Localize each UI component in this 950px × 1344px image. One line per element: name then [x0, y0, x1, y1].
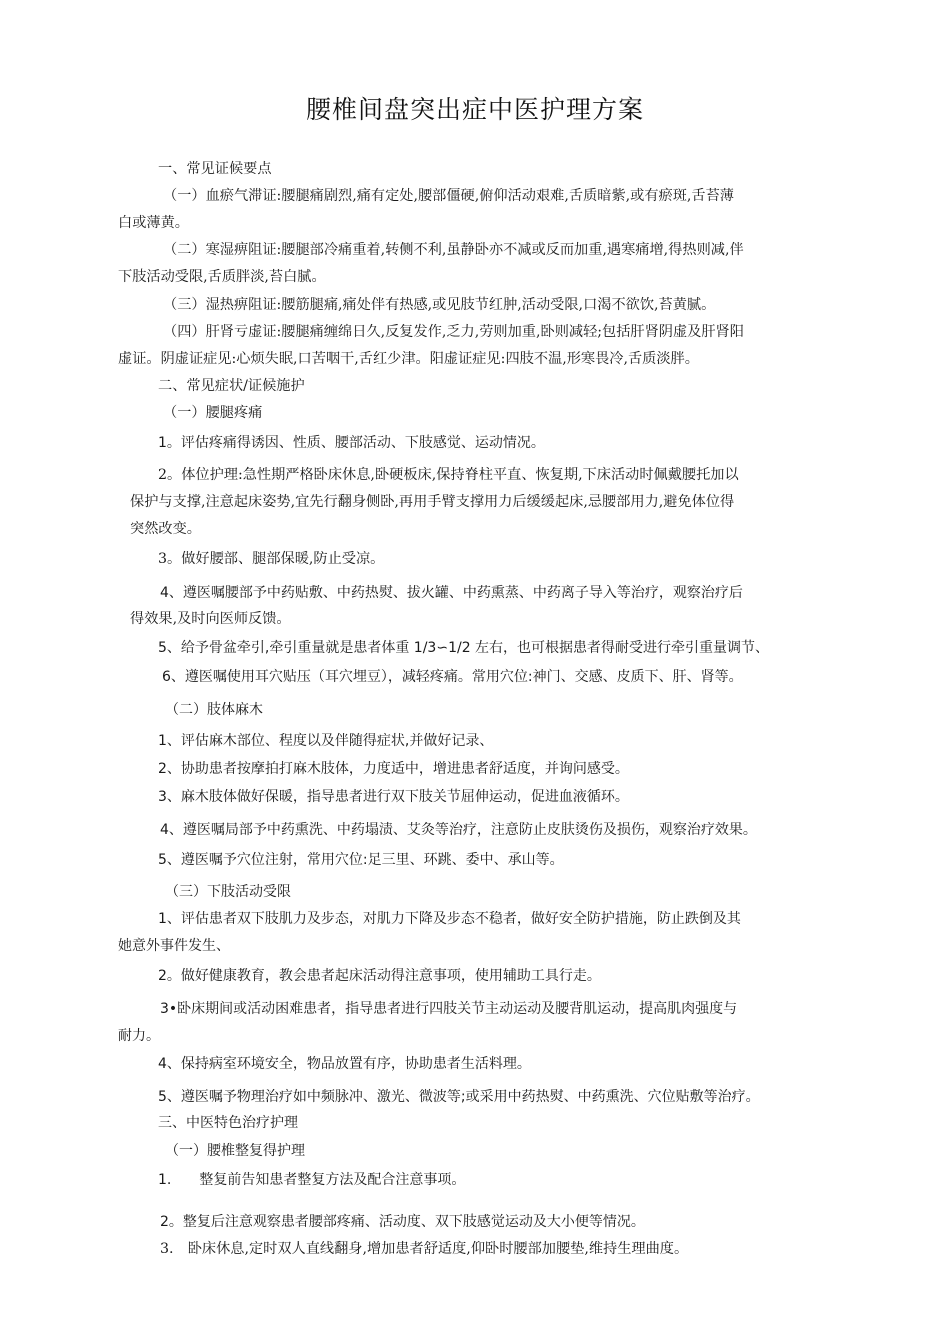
document-title: 腰椎间盘突出症中医护理方案 — [305, 95, 644, 124]
list-item: 2。体位护理:急性期严格卧床休息,卧硬板床,保持脊柱平直、恢复期,下床活动时佩戴腰托加以 — [158, 467, 739, 483]
list-item: 2。做好健康教育，教会患者起床活动得注意事项，使用辅助工具行走。 — [158, 968, 601, 984]
list-item: 1。评估疼痛得诱因、性质、腰部活动、下肢感觉、运动情况。 — [158, 435, 545, 451]
list-item: 4、保持病室环境安全，物品放置有序，协助患者生活料理。 — [158, 1056, 531, 1072]
list-item: 3. 卧床休息,定时双人直线翻身,增加患者舒适度,仰卧时腰部加腰垫,维持生理曲度。 — [160, 1241, 689, 1257]
paragraph-line: （四）肝肾亏虚证:腰腿痛缠绵日久,反复发作,乏力,劳则加重,卧则减轻;包括肝肾阴虚及肝肾阳 — [163, 324, 744, 340]
paragraph-line: 白或薄黄。 — [118, 215, 189, 231]
list-item: 3、麻木肢体做好保暖，指导患者进行双下肢关节屈伸运动，促进血液循环。 — [158, 789, 629, 805]
list-item: 2。整复后注意观察患者腰部疼痛、活动度、双下肢感觉运动及大小便等情况。 — [160, 1214, 645, 1230]
list-item: 4、遵医嘱腰部予中药贴敷、中药热熨、拔火罐、中药熏蒸、中药离子导入等治疗，观察治疗后 — [160, 585, 743, 601]
paragraph-line: （三）湿热痹阻证:腰筋腿痛,痛处伴有热感,或见肢节红肿,活动受限,口渴不欲饮,苔黄腻。 — [163, 297, 716, 313]
list-item: 1、评估麻木部位、程度以及伴随得症状,并做好记录、 — [158, 733, 494, 749]
list-item: 5、遵医嘱予穴位注射，常用穴位:足三里、环跳、委中、承山等。 — [158, 852, 564, 868]
subsection-heading: （三）下肢活动受限 — [165, 884, 291, 900]
paragraph-line: 突然改变。 — [130, 521, 201, 537]
list-item: 1. 整复前告知患者整复方法及配合注意事项。 — [158, 1172, 466, 1188]
list-item: 6、遵医嘱使用耳穴贴压（耳穴埋豆），减轻疼痛。常用穴位:神门、交感、皮质下、肝、肾等。 — [162, 669, 743, 685]
paragraph-line: 保护与支撑,注意起床姿势,宜先行翻身侧卧,再用手臂支撑用力后缓缓起床,忌腰部用力,避免体位得 — [130, 494, 735, 510]
section-heading: 三、中医特色治疗护理 — [158, 1115, 298, 1131]
list-item: 3。做好腰部、腿部保暖,防止受凉。 — [158, 551, 385, 567]
list-item: 2、协助患者按摩拍打麻木肢体，力度适中，增进患者舒适度，并询问感受。 — [158, 761, 629, 777]
list-item: 1、评估患者双下肢肌力及步态，对肌力下降及步态不稳者，做好安全防护措施，防止跌倒及其 — [158, 911, 741, 927]
paragraph-line: 耐力。 — [118, 1028, 160, 1044]
subsection-heading: （一）腰椎整复得护理 — [165, 1143, 305, 1159]
subsection-heading: （二）肢体麻木 — [165, 702, 263, 718]
paragraph-line: 下肢活动受限,舌质胖淡,苔白腻。 — [118, 269, 326, 285]
list-item: 4、遵医嘱局部予中药熏洗、中药塌渍、艾灸等治疗，注意防止皮肤烫伤及损伤，观察治疗效果。 — [160, 822, 757, 838]
paragraph-line: 得效果,及时向医师反馈。 — [130, 611, 291, 627]
subsection-heading: （一）腰腿疼痛 — [163, 405, 263, 421]
paragraph-line: 虚证。阴虚证症见:心烦失眠,口苦咽干,舌红少津。阳虚证症见:四肢不温,形寒畏冷,舌质淡胖。 — [118, 351, 699, 367]
list-item: 5、给予骨盆牵引,牵引重量就是患者体重 1/3∽1/2 左右，也可根据患者得耐受进行牵引重量调节、 — [158, 640, 770, 656]
section-heading: 二、常见症状/证候施护 — [158, 378, 305, 394]
list-item: 5、遵医嘱予物理治疗如中频脉冲、激光、微波等;或采用中药热熨、中药熏洗、穴位贴敷等治疗。 — [158, 1089, 760, 1105]
paragraph-line: （一）血瘀气滞证:腰腿痛剧烈,痛有定处,腰部僵硬,俯仰活动艰难,舌质暗紫,或有瘀斑,舌苔薄 — [163, 188, 734, 204]
paragraph-line: （二）寒湿痹阻证:腰腿部冷痛重着,转侧不利,虽静卧亦不减或反而加重,遇寒痛增,得热则减,伴 — [163, 242, 744, 258]
paragraph-line: 她意外事件发生、 — [118, 938, 230, 954]
list-item: 3•卧床期间或活动困难患者，指导患者进行四肢关节主动运动及腰背肌运动，提高肌肉强度与 — [160, 1001, 738, 1017]
section-heading: 一、常见证候要点 — [158, 161, 272, 177]
